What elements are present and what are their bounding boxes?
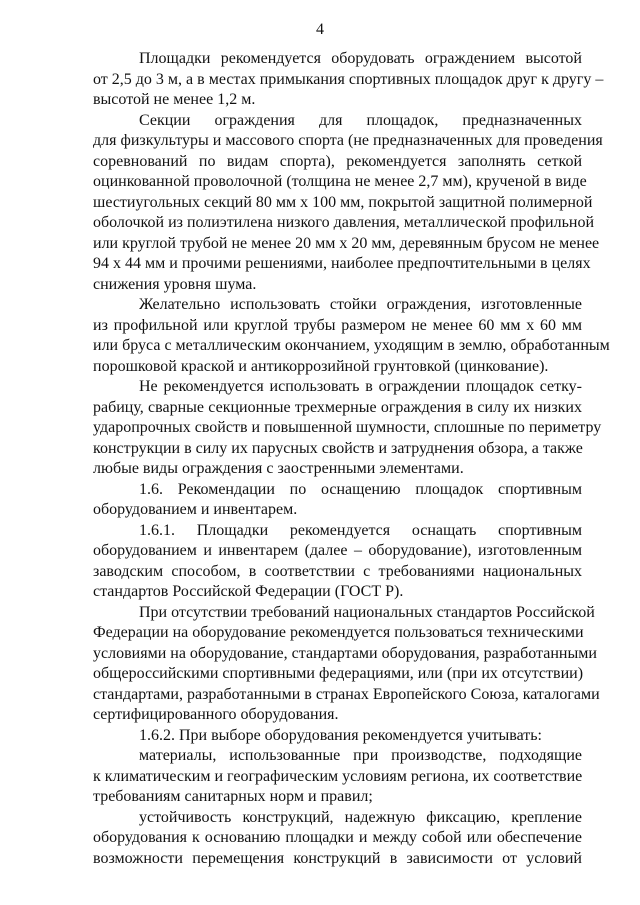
text-line: оборудования к основанию площадки и между собой или обеспечение <box>93 829 582 846</box>
text-line: заводским способом, в соответствии с требованиями национальных <box>93 562 582 580</box>
text-line: общероссийскими спортивными федерациями, или (при их отсутствии) <box>93 665 584 682</box>
paragraph-5 <box>93 480 582 521</box>
text-line: оболочкой из полиэтилена низкого давления, металлической профильной <box>93 214 595 231</box>
text-line: Секции ограждения для площадок, предназначенных <box>139 111 582 129</box>
text-line: стандартов Российской Федерации (ГОСТ Р). <box>93 583 404 600</box>
text-line: 1.6.2. При выборе оборудования рекомендуется учитывать: <box>139 726 542 744</box>
text-line: требованиям санитарных норм и правил; <box>93 788 373 805</box>
text-line: условиями на оборудование, стандартами оборудования, разработанными <box>93 644 597 662</box>
text-line: Федерации на оборудование рекомендуется пользоваться техническими <box>93 624 584 641</box>
page-number: 4 <box>316 21 324 38</box>
text-line: 1.6. Рекомендации по оснащению площадок спортивным <box>139 480 582 498</box>
text-line: или круглой трубой не менее 20 мм х 20 мм, деревянным брусом не менее <box>93 234 600 252</box>
text-line: из профильной или круглой трубы размером не менее 60 мм х 60 мм <box>93 316 582 334</box>
text-line: соревнований по видам спорта), рекомендуется заполнять сеткой <box>93 152 582 170</box>
paragraph-6 <box>93 521 582 603</box>
text-line: возможности перемещения конструкций в зависимости от условий <box>93 849 582 867</box>
text-line: Не рекомендуется использовать в ограждении площадок сетку- <box>139 378 582 395</box>
paragraph-1 <box>93 49 604 111</box>
text-line: ударопрочных свойств и повышенной шумности, сплошные по периметру <box>93 419 602 436</box>
text-line: При отсутствии требований национальных стандартов Российской <box>139 603 595 621</box>
text-line: оборудованием и инвентарем (далее – оборудование), изготовленным <box>93 542 582 559</box>
text-line: Желательно использовать стойки ограждения, изготовленные <box>139 296 582 313</box>
paragraph-8 <box>93 726 582 747</box>
text-line: или бруса с металлическим окончанием, уходящим в землю, обработанным <box>93 337 610 354</box>
text-line: рабицу, сварные секционные трехмерные ограждения в силу их низких <box>93 398 582 416</box>
text-line: сертифицированного оборудования. <box>93 706 339 723</box>
text-line: любые виды ограждения с заостренными элементами. <box>93 460 464 477</box>
document-body <box>93 49 610 869</box>
text-line: порошковой краской и антикоррозийной грунтовкой (цинкование). <box>93 357 549 375</box>
paragraph-9 <box>93 746 582 808</box>
text-line: Площадки рекомендуется оборудовать ограждением высотой <box>139 50 582 67</box>
paragraph-7 <box>93 603 600 726</box>
paragraph-10 <box>93 808 582 870</box>
paragraph-2 <box>93 111 603 296</box>
text-line: шестиугольных секций 80 мм х 100 мм, покрытой защитной полимерной <box>93 193 593 211</box>
text-line: оцинкованной проволочной (толщина не менее 2,7 мм), крученой в виде <box>93 173 587 190</box>
text-line: от 2,5 до 3 м, а в местах примыкания спортивных площадок друг к другу – <box>93 70 604 88</box>
text-line: 94 х 44 мм и прочими решениями, наиболее предпочтительными в целях <box>93 255 591 272</box>
text-line: 1.6.1. Площадки рекомендуется оснащать спортивным <box>139 521 582 539</box>
text-line: материалы, использованные при производстве, подходящие <box>139 747 582 764</box>
text-line: снижения уровня шума. <box>93 275 257 293</box>
text-line: оборудованием и инвентарем. <box>93 501 298 518</box>
text-line: конструкции в силу их парусных свойств и затруднения обзора, а также <box>93 439 583 457</box>
paragraph-4 <box>93 377 602 480</box>
text-line: для физкультуры и массового спорта (не предназначенных для проведения <box>93 132 603 149</box>
text-line: высотой не менее 1,2 м. <box>93 91 256 108</box>
text-line: к климатическим и географическим условиям региона, их соответствие <box>93 767 583 785</box>
text-line: стандартами, разработанными в странах Европейского Союза, каталогами <box>93 685 600 703</box>
text-line: устойчивость конструкций, надежную фиксацию, крепление <box>139 808 582 826</box>
paragraph-3 <box>93 295 610 377</box>
